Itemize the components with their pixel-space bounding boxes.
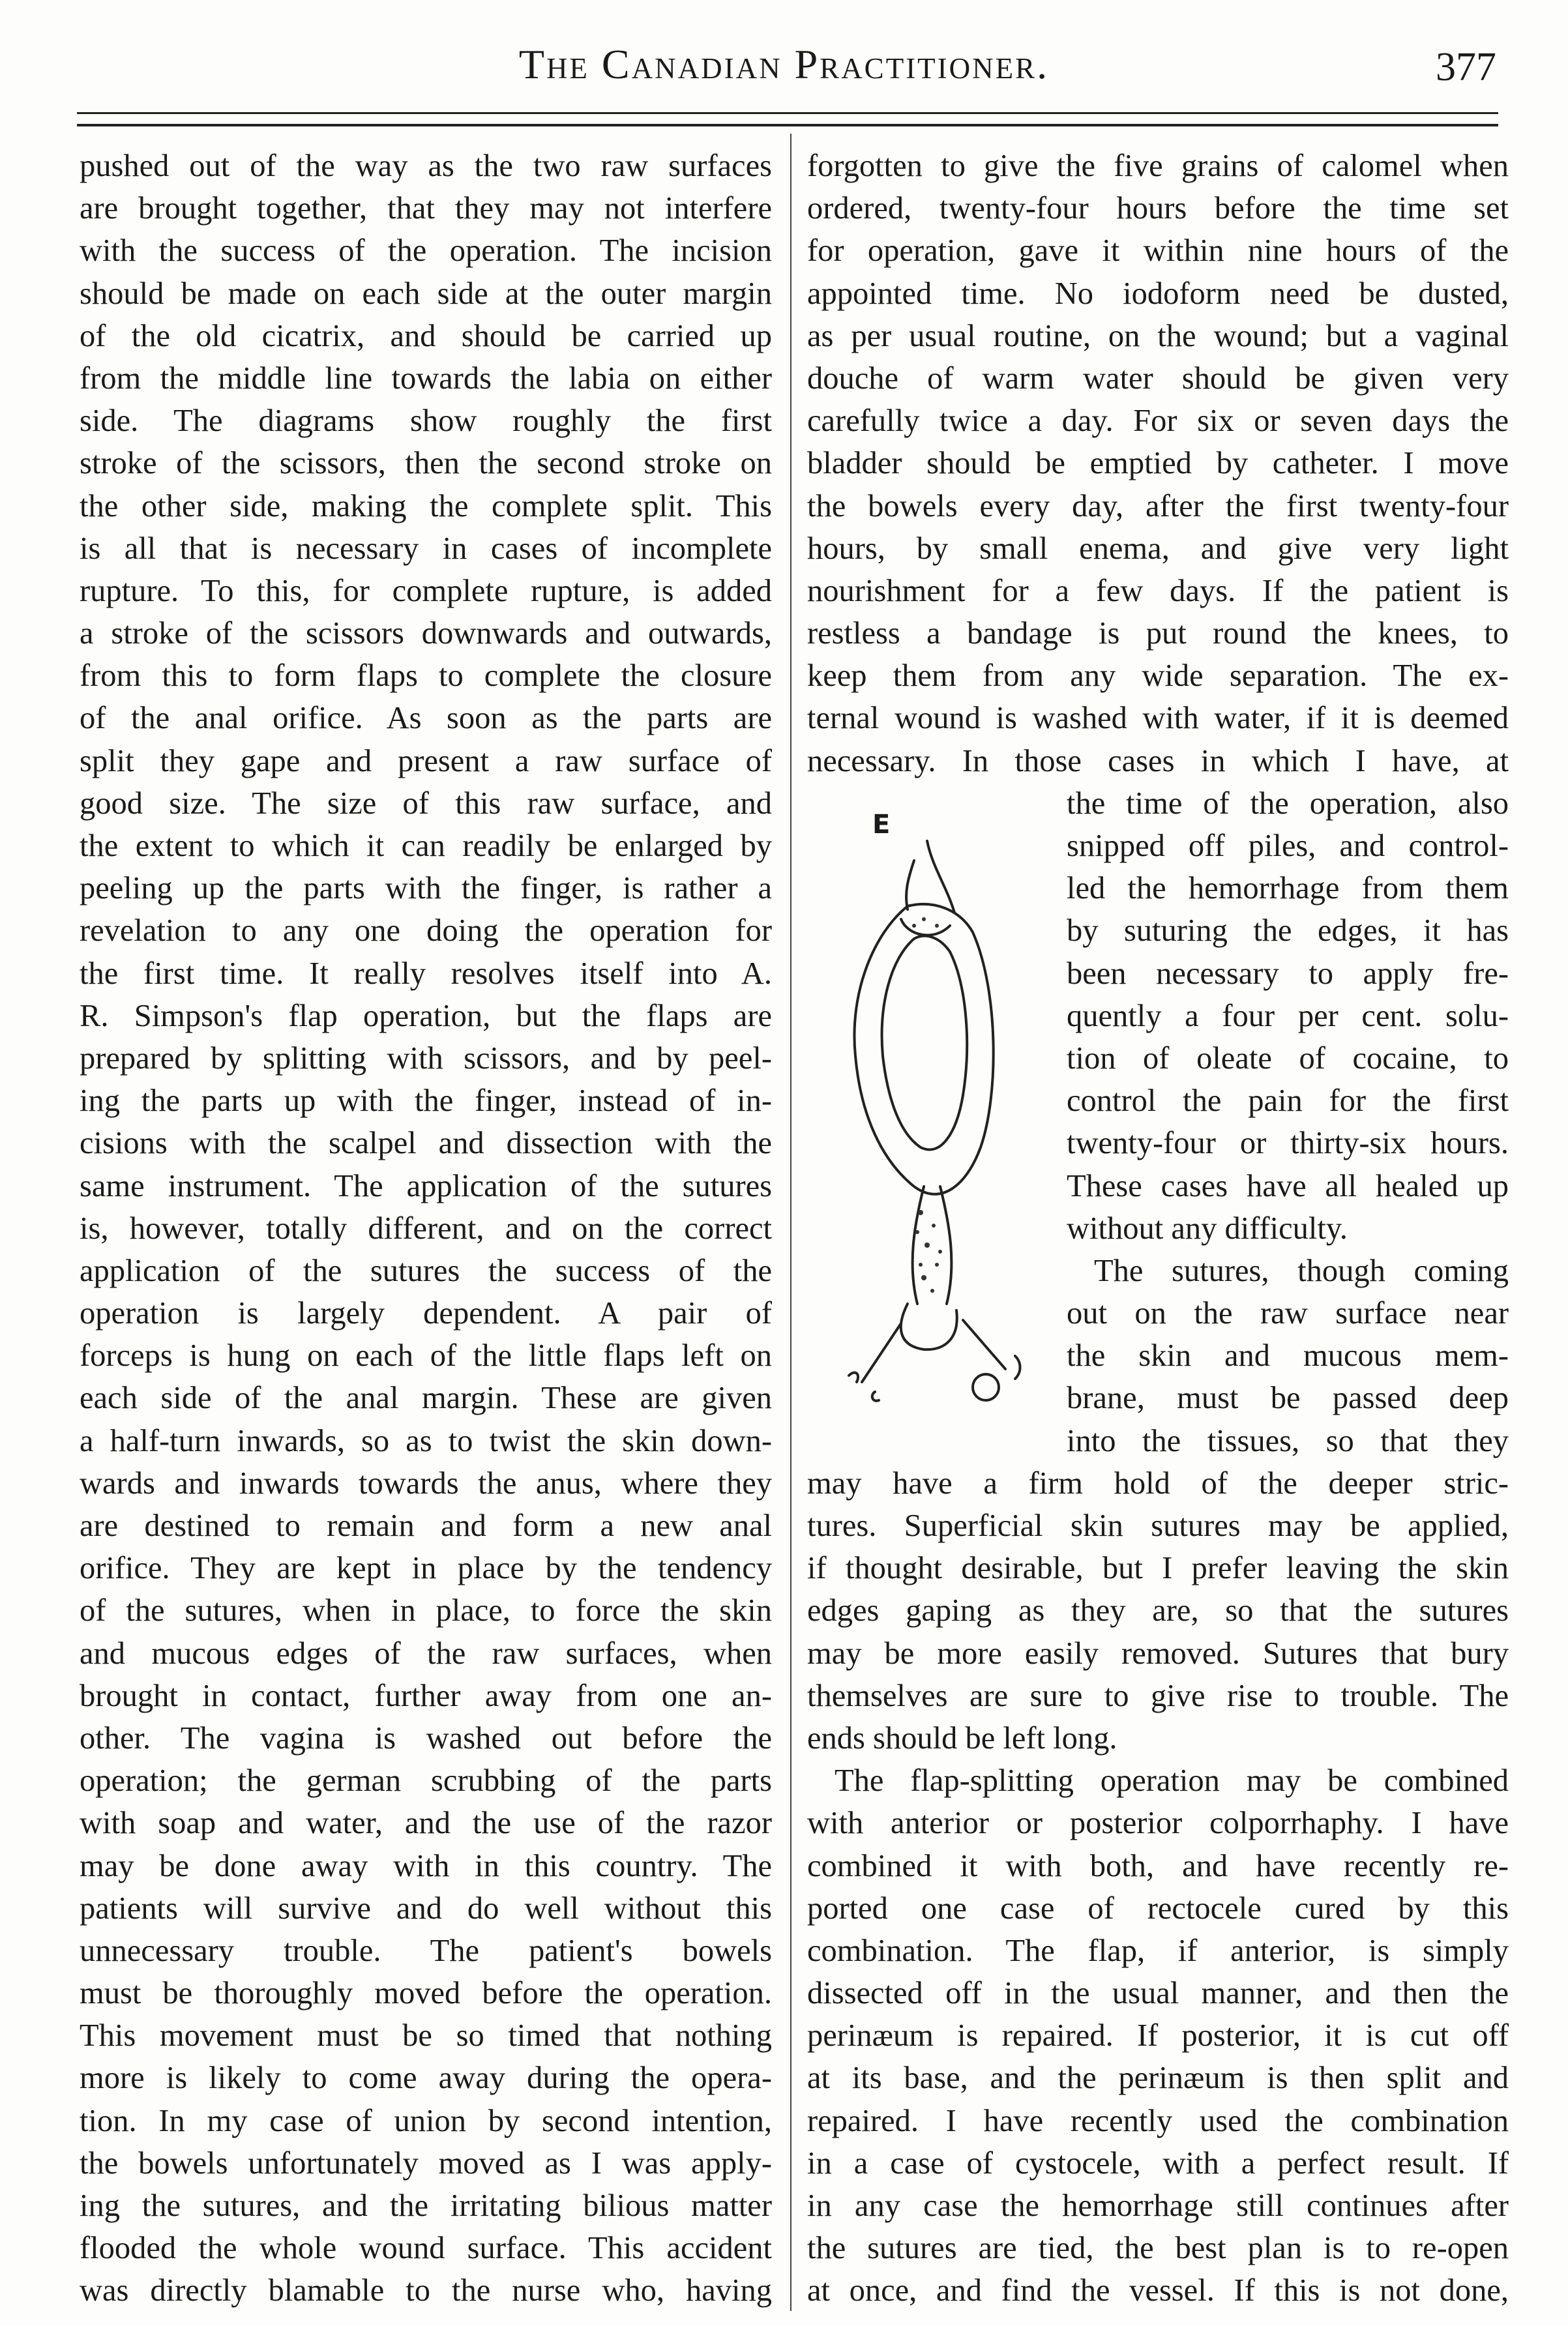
text-line: twenty-four or thirty-six hours. (1067, 1126, 1509, 1161)
text-line: tures. Superficial skin sutures may be applied, (807, 1509, 1509, 1543)
perineum-diagram-figure (810, 810, 1058, 1408)
text-line: operation; the german scrubbing of the parts (80, 1763, 772, 1799)
perineal-split (913, 1186, 952, 1304)
text-line: same instrument. The application of the sutures (80, 1168, 772, 1203)
text-line: the bowels every day, after the first twenty-four (807, 488, 1509, 523)
text-line: the first time. It really resolves itself into A. (80, 956, 772, 991)
text-line: restless a bandage is put round the knees, to (807, 616, 1509, 651)
text-line: the sutures are tied, the best plan is to re-open (807, 2231, 1509, 2266)
text-line: quently a four per cent. solu- (1067, 998, 1509, 1033)
outer-labia-outline (854, 904, 993, 1194)
text-line: is all that is necessary in cases of incomplete (80, 531, 772, 566)
text-line: pushed out of the way as the two raw surfaces (80, 149, 772, 183)
text-line: ing the parts up with the finger, instead of in- (80, 1083, 772, 1119)
text-line: patients will survive and do well without this (80, 1891, 772, 1926)
text-line: douche of warm water should be given very (807, 361, 1509, 396)
text-line: keep them from any wide separation. The ex- (807, 658, 1509, 694)
forceps-mark-right (1015, 1356, 1020, 1379)
text-line: operation is largely dependent. A pair of (80, 1296, 772, 1331)
text-line: ing the sutures, and the irritating bilious matter (80, 2188, 772, 2223)
text-line: application of the sutures the success of the (80, 1253, 772, 1288)
text-line: other. The vagina is washed out before the (80, 1720, 772, 1756)
text-line: may have a firm hold of the deeper stric- (807, 1465, 1509, 1501)
text-line: each side of the anal margin. These are given (80, 1381, 772, 1416)
text-line: should be made on each side at the outer margin (80, 276, 772, 311)
text-line: unnecessary trouble. The patient's bowels (80, 1933, 772, 1968)
text-line: led the hemorrhage from them (1067, 871, 1509, 906)
text-line: edges gaping as they are, so that the sutures (807, 1593, 1509, 1628)
text-line: in a case of cystocele, with a perfect result. If (807, 2145, 1509, 2181)
text-line: nourishment for a few days. If the patient is (807, 573, 1509, 608)
text-line: ordered, twenty-four hours before the time set (807, 191, 1509, 226)
raw-surface-stipple (912, 917, 942, 1293)
text-line: R. Simpson's flap operation, but the flaps are (80, 998, 772, 1033)
text-line: cisions with the scalpel and dissection with the (80, 1126, 772, 1161)
text-line: The sutures, though coming (1094, 1253, 1509, 1288)
text-line: themselves are sure to give rise to trouble. The (807, 1678, 1509, 1713)
text-line: necessary. In those cases in which I have, at (807, 743, 1509, 778)
text-line: bladder should be emptied by catheter. I move (807, 446, 1509, 481)
perineum-diagram-drawing (810, 821, 1058, 1408)
page-number: 377 (1436, 45, 1496, 89)
text-line: forceps is hung on each of the little flaps left on (80, 1338, 772, 1374)
running-title: The Canadian Practitioner. (518, 41, 1050, 87)
text-line: may be done away with in this country. The (80, 1848, 772, 1883)
text-line: revelation to any one doing the operation for (80, 913, 772, 949)
text-line: with the success of the operation. The incision (80, 233, 772, 269)
text-line: combination. The flap, if anterior, is simply (807, 1933, 1509, 1968)
text-line: a stroke of the scissors downwards and outwards, (80, 616, 772, 651)
text-line: and mucous edges of the raw surfaces, when (80, 1636, 772, 1671)
text-line: perinæum is repaired. If posterior, it is cut off (807, 2018, 1509, 2054)
text-line: hours, by small enema, and give very light (807, 531, 1509, 566)
text-line: out on the raw surface near (1067, 1296, 1509, 1331)
column-divider (790, 134, 791, 2311)
text-line: orifice. They are kept in place by the tendency (80, 1551, 772, 1586)
text-line: stroke of the scissors, then the second stroke on (80, 446, 772, 481)
left-column (80, 145, 772, 2312)
text-line: combined it with both, and have recently re- (807, 1848, 1509, 1883)
text-line: the extent to which it can readily be enlarged by (80, 829, 772, 863)
header-rule-thin (77, 112, 1498, 114)
text-line: is, however, totally different, and on the correct (80, 1211, 772, 1246)
text-line: flooded the whole wound surface. This accident (80, 2231, 772, 2266)
text-line: tion of oleate of cocaine, to (1067, 1040, 1509, 1076)
text-line: of the sutures, when in place, to force the skin (80, 1593, 772, 1628)
text-line: of the old cicatrix, and should be carried up (80, 318, 772, 353)
text-line: control the pain for the first (1067, 1083, 1509, 1119)
text-line: the other side, making the complete split. This (80, 488, 772, 523)
text-line: peeling up the parts with the finger, is rather a (80, 871, 772, 906)
anal-flap (901, 1304, 957, 1349)
text-line: rupture. To this, for complete rupture, is added (80, 573, 772, 608)
text-line: may be more easily removed. Sutures that bury (807, 1636, 1509, 1671)
text-line: been necessary to apply fre- (1067, 956, 1509, 991)
text-line: into the tissues, so that they (1067, 1423, 1509, 1458)
text-line: from this to form flaps to complete the closure (80, 658, 772, 694)
text-line: dissected off in the usual manner, and then the (807, 1976, 1509, 2011)
text-line: carefully twice a day. For six or seven days the (807, 404, 1509, 439)
text-line: The flap-splitting operation may be combined (835, 1763, 1509, 1799)
text-line: at its base, and the perinæum is then split and (807, 2061, 1509, 2096)
text-line: This movement must be so timed that nothing (80, 2018, 772, 2054)
text-line: the skin and mucous mem- (1067, 1338, 1509, 1374)
text-line: for operation, gave it within nine hours of the (807, 233, 1509, 269)
scissor-stroke-left (906, 861, 914, 909)
text-line: split they gape and present a raw surface of (80, 743, 772, 778)
text-line: are brought together, that they may not interfere (80, 191, 772, 226)
text-line: from the middle line towards the labia on either (80, 361, 772, 396)
text-line: are destined to remain and form a new anal (80, 1509, 772, 1543)
figure-label: E (872, 810, 891, 840)
text-line: if thought desirable, but I prefer leaving the skin (807, 1551, 1509, 1586)
text-line: forgotten to give the five grains of calomel when (807, 149, 1509, 183)
text-line: repaired. I have recently used the combination (807, 2103, 1509, 2138)
text-line: at once, and find the vessel. If this is not done, (807, 2273, 1509, 2308)
text-line: was directly blamable to the nurse who, having (80, 2273, 772, 2308)
text-line: good size. The size of this raw surface, and (80, 786, 772, 821)
text-line: as per usual routine, on the wound; but a vaginal (807, 318, 1509, 353)
vaginal-opening-outline (882, 936, 968, 1150)
text-line: wards and inwards towards the anus, where they (80, 1465, 772, 1501)
text-line: more is likely to come away during the opera- (80, 2061, 772, 2096)
text-line: of the anal orifice. As soon as the parts are (80, 701, 772, 736)
text-line: brought in contact, further away from one an- (80, 1678, 772, 1713)
text-line: brane, must be passed deep (1067, 1381, 1509, 1416)
text-line: in any case the hemorrhage still continues after (807, 2188, 1509, 2223)
text-line: appointed time. No iodoform need be dusted, (807, 276, 1509, 311)
text-line: with anterior or posterior colporrhaphy. I have (807, 1806, 1509, 1841)
text-line: tion. In my case of union by second intention, (80, 2103, 772, 2138)
text-line: ported one case of rectocele cured by this (807, 1891, 1509, 1926)
text-line: without any difficulty. (1067, 1211, 1348, 1246)
upper-flap-line (901, 919, 950, 935)
forceps-ring-right (973, 1374, 999, 1400)
header-rule-thick (77, 124, 1498, 126)
text-line: ternal wound is washed with water, if it is deemed (807, 701, 1509, 736)
forceps-lines (862, 1320, 1005, 1382)
text-line: ends should be left long. (807, 1720, 1117, 1756)
text-line: prepared by splitting with scissors, and by peel- (80, 1040, 772, 1076)
scissor-stroke-right (927, 841, 954, 913)
text-line: side. The diagrams show roughly the first (80, 404, 772, 439)
text-line: by suturing the edges, it has (1067, 913, 1509, 949)
text-line: These cases have all healed up (1067, 1168, 1509, 1203)
text-line: snipped off piles, and control- (1067, 829, 1509, 863)
text-line: the time of the operation, also (1067, 786, 1509, 821)
text-line: a half-turn inwards, so as to twist the skin down- (80, 1423, 772, 1458)
text-line: the bowels unfortunately moved as I was apply- (80, 2145, 772, 2181)
text-line: must be thoroughly moved before the operation. (80, 1976, 772, 2011)
text-line: with soap and water, and the use of the razor (80, 1806, 772, 1841)
